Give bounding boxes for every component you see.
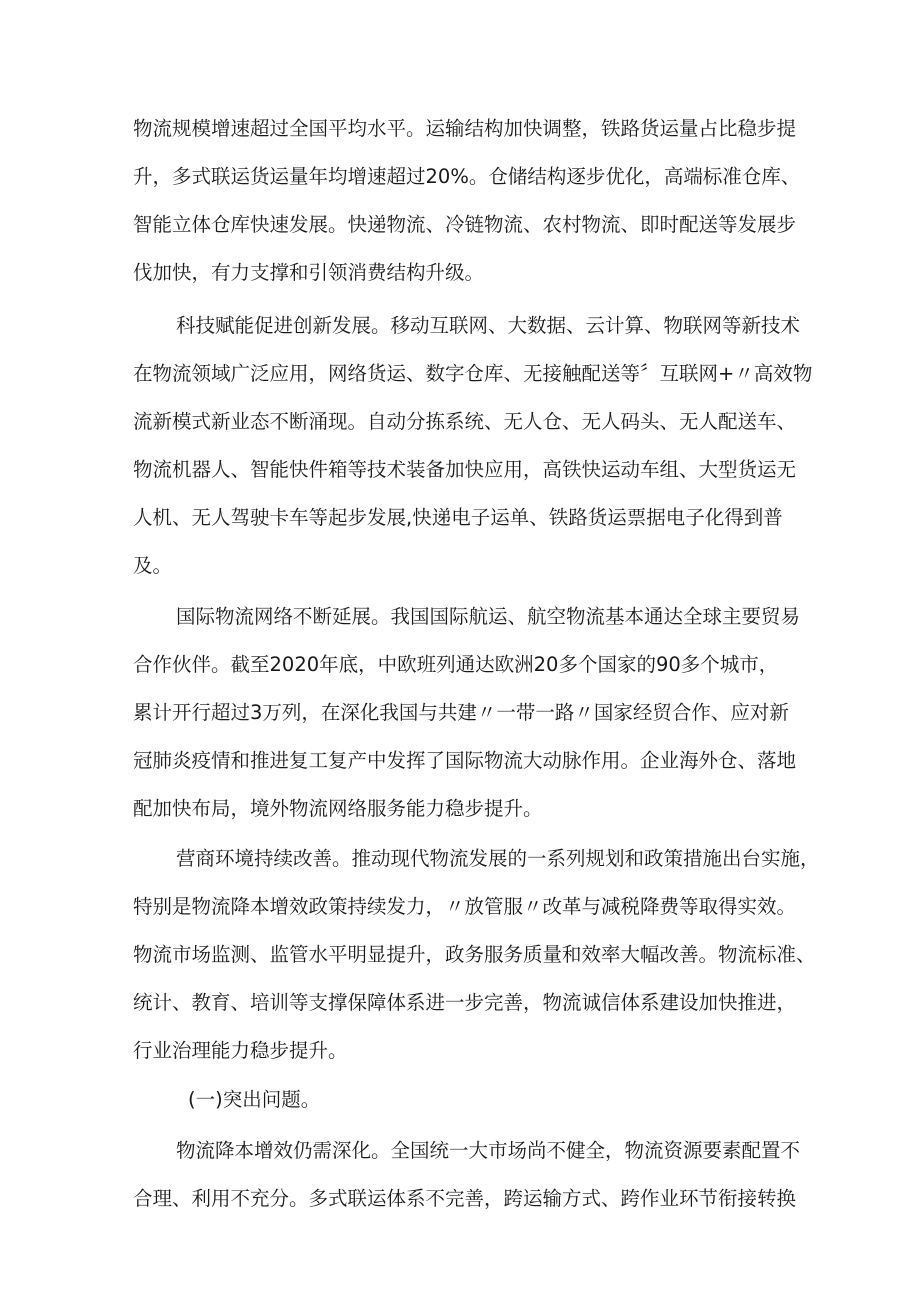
text-line: 升，多式联运货运量年均增速超过20%。仓储结构逐步优化，高端标准仓库、 bbox=[133, 165, 801, 188]
text-line: 及。 bbox=[133, 554, 173, 577]
text-line: 智能立体仓库快速发展。快递物流、冷链物流、农村物流、即时配送等发展步 bbox=[133, 213, 797, 236]
text-line: 物流规模增速超过全国平均水平。运输结构加快调整，铁路货运量占比稳步提 bbox=[133, 117, 797, 140]
text-line: 物流机器人、智能快件箱等技术装备加快应用，高铁快运动车组、大型货运无 bbox=[133, 458, 797, 481]
text-line: 物流市场监测、监管水平明显提升，政务服务质量和效率大幅改善。物流标准、 bbox=[133, 943, 816, 966]
paragraph-start-line: 物流降本增效仍需深化。全国统一大市场尚不健全，物流资源要素配置不 bbox=[176, 1139, 801, 1162]
text-line: 特别是物流降本增效政策持续发力，〃放管服〃改革与减税降费等取得实效。 bbox=[133, 895, 797, 918]
text-line: 配加快布局，境外物流网络服务能力稳步提升。 bbox=[133, 797, 543, 820]
text-line: 人机、无人驾驶卡车等起步发展,快递电子运单、铁路货运票据电子化得到普 bbox=[133, 506, 783, 529]
text-line: 合作伙伴。截至2020年底，中欧班列通达欧洲20多个国家的90多个城市， bbox=[133, 653, 779, 676]
text-line: 在物流领域广泛应用，网络货运、数字仓库、无接触配送等〞互联网+〃高效物 bbox=[133, 362, 813, 385]
paragraph-start-line: 营商环境持续改善。推动现代物流发展的一系列规划和政策措施出台实施， bbox=[176, 847, 820, 870]
text-line: 累计开行超过3万列，在深化我国与共建〃一带一路〃国家经贸合作、应对新 bbox=[133, 701, 789, 724]
section-heading: (一)突出问题。 bbox=[188, 1088, 321, 1111]
text-line: 伐加快，有力支撑和引领消费结构升级。 bbox=[133, 261, 485, 284]
text-line: 统计、教育、培训等支撑保障体系进一步完善，物流诚信体系建设加快推进， bbox=[133, 991, 797, 1014]
text-line: 冠肺炎疫情和推进复工复产中发挥了国际物流大动脉作用。企业海外仓、落地 bbox=[133, 749, 797, 772]
paragraph-start-line: 国际物流网络不断延展。我国国际航运、航空物流基本通达全球主要贸易 bbox=[176, 605, 801, 628]
text-line: 合理、利用不充分。多式联运体系不完善，跨运输方式、跨作业环节衔接转换 bbox=[133, 1187, 797, 1210]
paragraph-start-line: 科技赋能促进创新发展。移动互联网、大数据、云计算、物联网等新技术 bbox=[176, 314, 801, 337]
text-line: 流新模式新业态不断涌现。自动分拣系统、无人仓、无人码头、无人配送车、 bbox=[133, 410, 797, 433]
text-line: 行业治理能力稳步提升。 bbox=[133, 1039, 348, 1062]
